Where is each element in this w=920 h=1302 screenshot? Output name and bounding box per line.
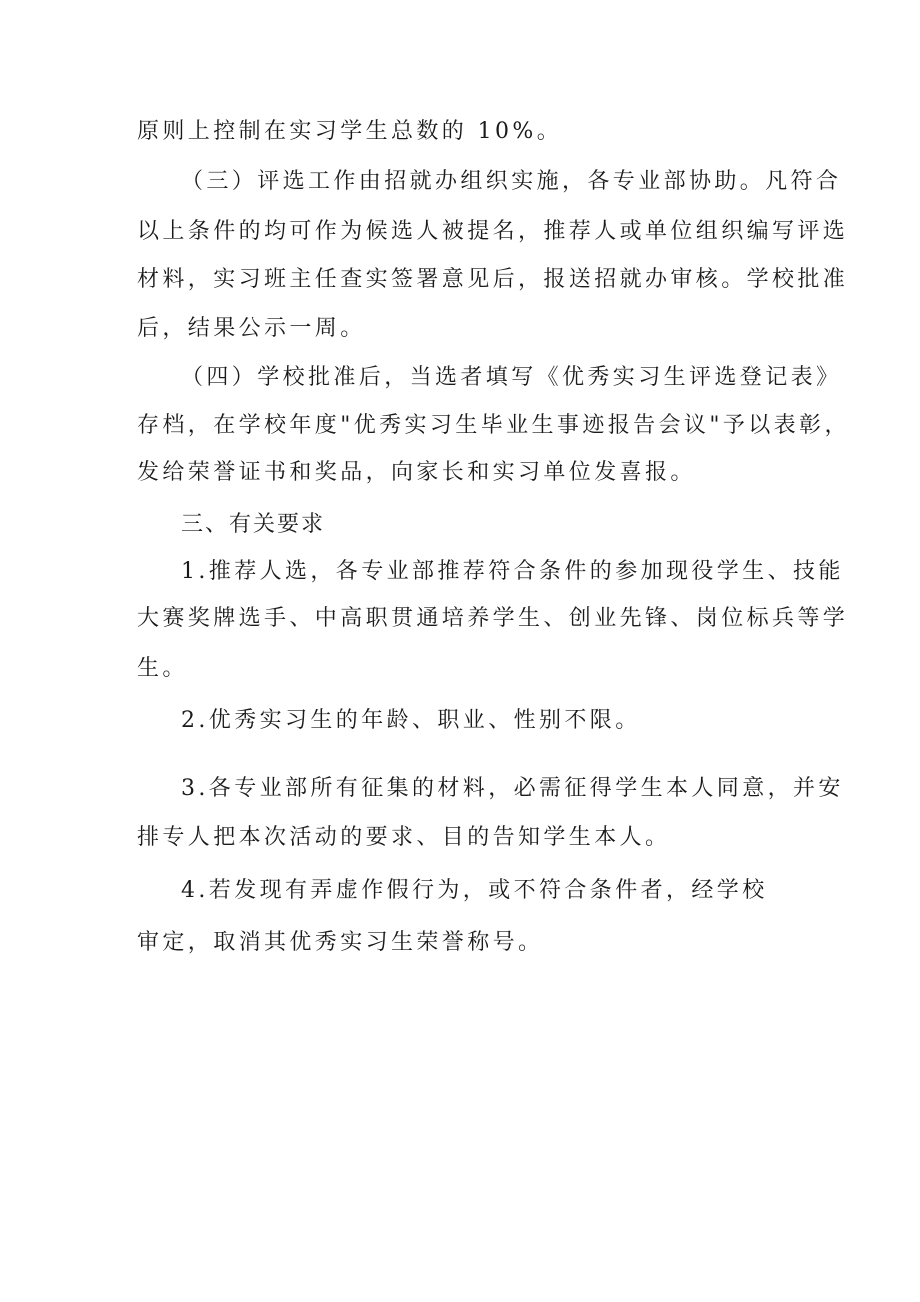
- paragraph-line: 材料，实习班主任查实签署意见后，报送招就办审核。学校批准: [137, 267, 849, 292]
- paragraph-line: 以上条件的均可作为候选人被提名，推荐人或单位组织编写评选: [137, 219, 849, 244]
- section-heading: 三、有关要求: [181, 512, 326, 537]
- paragraph-line: 生。: [137, 656, 188, 681]
- paragraph-line: （三）评选工作由招就办组织实施，各专业部协助。凡符合: [181, 169, 842, 194]
- paragraph-line: 4.若发现有弄虚作假行为，或不符合条件者，经学校: [181, 878, 768, 903]
- paragraph-line: 原则上控制在实习学生总数的 10%。: [137, 119, 563, 144]
- paragraph-line: 大赛奖牌选手、中高职贯通培养学生、创业先锋、岗位标兵等学: [137, 606, 849, 631]
- paragraph-line: （四）学校批准后，当选者填写《优秀实习生评选登记表》: [181, 365, 842, 390]
- paragraph-line: 后，结果公示一周。: [137, 316, 366, 341]
- paragraph-line: 2.优秀实习生的年龄、职业、性别不限。: [181, 708, 641, 733]
- paragraph-line: 存档，在学校年度"优秀实习生毕业生事迹报告会议"予以表彰，: [137, 413, 850, 438]
- paragraph-line: 审定，取消其优秀实习生荣誉称号。: [137, 930, 544, 955]
- paragraph-line: 排专人把本次活动的要求、目的告知学生本人。: [137, 825, 671, 850]
- paragraph-line: 3.各专业部所有征集的材料，必需征得学生本人同意，并安: [181, 776, 844, 801]
- paragraph-line: 发给荣誉证书和奖品，向家长和实习单位发喜报。: [137, 460, 696, 485]
- paragraph-line: 1.推荐人选，各专业部推荐符合条件的参加现役学生、技能: [181, 559, 844, 584]
